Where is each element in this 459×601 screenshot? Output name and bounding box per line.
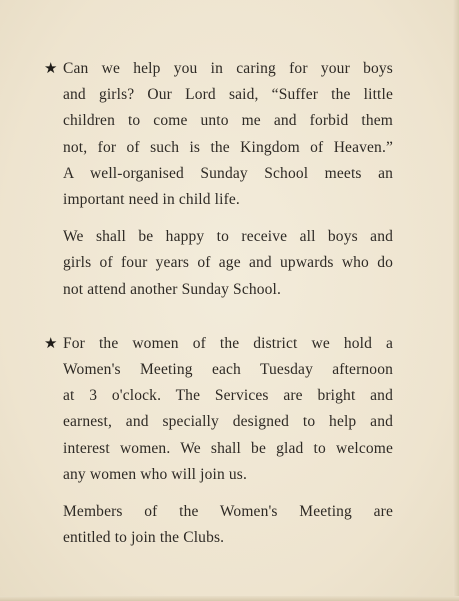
document-body — [44, 56, 393, 551]
text-line: girls of four years of age and upwards who do — [63, 254, 393, 272]
text-line: interest women. We shall be glad to welcome — [63, 439, 393, 457]
text-line: entitled to join the Clubs. — [63, 529, 225, 547]
paragraph-sunday-school-welcome — [63, 224, 393, 303]
star-bullet-icon: ★ — [44, 61, 58, 77]
text-line: earnest, and specially designed to help and — [63, 413, 393, 431]
section-womens-meeting — [44, 331, 393, 552]
text-line: A well-organised Sunday School meets an — [63, 164, 393, 182]
paragraph-clubs — [63, 499, 393, 551]
text-line: children to come unto me and forbid them — [63, 112, 393, 130]
text-line: We shall be happy to receive all boys and — [63, 228, 393, 246]
page-edge-right — [453, 0, 459, 601]
star-bullet-icon: ★ — [44, 335, 58, 352]
paragraph-womens-meeting — [63, 331, 393, 488]
text-line: and girls? Our Lord said, “Suffer the little — [63, 86, 393, 104]
text-line: any women who will join us. — [63, 465, 248, 483]
text-line: not, for of such is the Kingdom of Heaven.” — [63, 138, 393, 156]
page-edge-bottom — [0, 596, 459, 601]
section-sunday-school — [44, 56, 393, 303]
text-line: Members of the Women's Meeting are — [63, 503, 393, 521]
text-line: important need in child life. — [63, 191, 240, 209]
text-line: Women's Meeting each Tuesday afternoon — [63, 361, 393, 379]
text-line: For the women of the district we hold a — [63, 334, 393, 352]
text-line: Can we help you in caring for your boys — [63, 60, 393, 77]
text-line: not attend another Sunday School. — [63, 280, 282, 298]
paragraph-sunday-school-intro — [63, 56, 393, 213]
text-line: at 3 o'clock. The Services are bright and — [63, 387, 393, 405]
